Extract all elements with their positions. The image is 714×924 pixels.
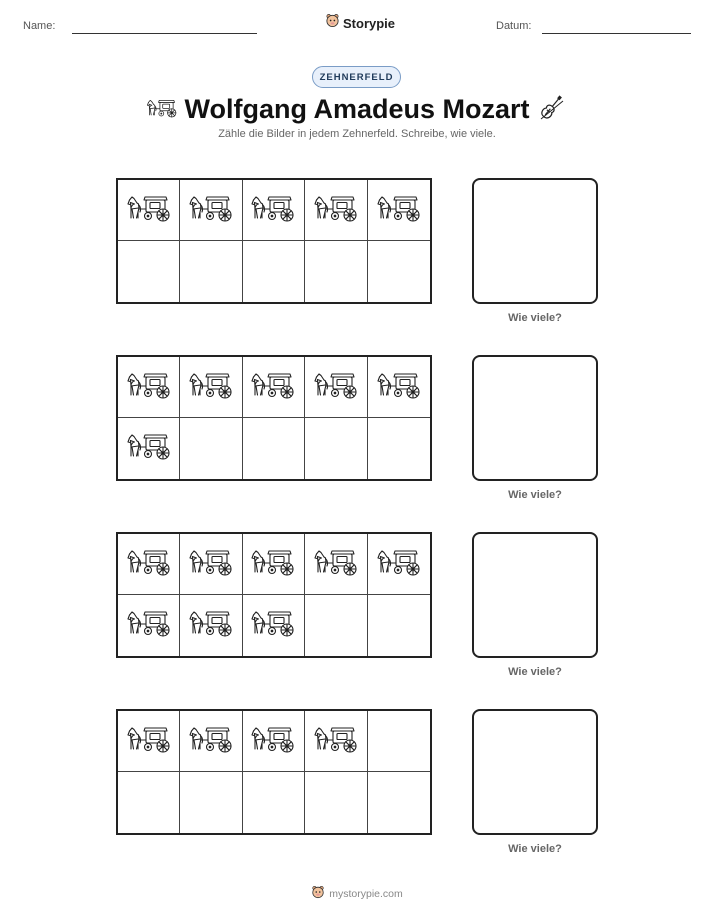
answer-label-4: Wie viele? <box>508 843 562 855</box>
answer-label-1: Wie viele? <box>508 312 562 324</box>
horse-carriage-icon <box>188 723 234 760</box>
ten-frame-3 <box>116 532 432 658</box>
name-label: Name: <box>23 20 56 32</box>
horse-carriage-icon <box>126 192 172 229</box>
ten-frame-cell <box>118 595 180 656</box>
ten-frame-cell <box>368 772 430 833</box>
ten-frame-cell <box>243 534 305 595</box>
horse-carriage-icon <box>126 607 172 644</box>
ten-frame-cell <box>180 241 242 302</box>
ten-frame-cell <box>305 418 367 479</box>
ten-frame-cell <box>305 772 367 833</box>
horse-carriage-icon <box>250 369 296 406</box>
ten-frame-cell <box>368 418 430 479</box>
ten-frame-cell <box>305 711 367 772</box>
horse-carriage-icon <box>126 546 172 583</box>
worksheet-type-badge: ZEHNERFELD <box>312 66 401 88</box>
answer-label-3: Wie viele? <box>508 666 562 678</box>
ten-frame-cell <box>305 241 367 302</box>
ten-frame-cell <box>243 595 305 656</box>
footer-url: mystorypie.com <box>329 887 403 900</box>
footer <box>0 885 714 902</box>
ten-frame-cell <box>243 357 305 418</box>
date-label: Datum: <box>496 20 532 32</box>
ten-frame-cell <box>305 357 367 418</box>
ten-frame-cell <box>118 711 180 772</box>
horse-carriage-icon <box>126 369 172 406</box>
ten-frame-cell <box>305 534 367 595</box>
horse-carriage-icon <box>250 192 296 229</box>
horse-carriage-icon <box>313 369 359 406</box>
ten-frame-4 <box>116 709 432 835</box>
answer-box-3[interactable] <box>472 532 598 658</box>
ten-frame-cell <box>368 711 430 772</box>
ten-frame-cell <box>118 418 180 479</box>
horse-carriage-icon <box>250 607 296 644</box>
storypie-mascot-icon <box>311 885 325 902</box>
ten-frame-cell <box>368 595 430 656</box>
storypie-mascot-icon <box>325 13 340 33</box>
ten-frame-cell <box>180 418 242 479</box>
violin-icon <box>535 92 567 129</box>
horse-carriage-icon <box>376 546 422 583</box>
horse-carriage-icon <box>188 607 234 644</box>
horse-carriage-icon <box>126 723 172 760</box>
ten-frame-cell <box>180 595 242 656</box>
ten-frame-cell <box>180 534 242 595</box>
ten-frame-cell <box>305 595 367 656</box>
ten-frame-cell <box>180 772 242 833</box>
horse-carriage-icon <box>250 723 296 760</box>
answer-box-4[interactable] <box>472 709 598 835</box>
name-line[interactable] <box>72 33 257 34</box>
ten-frame-cell <box>118 534 180 595</box>
horse-carriage-icon <box>313 192 359 229</box>
horse-carriage-icon <box>188 192 234 229</box>
answer-box-2[interactable] <box>472 355 598 481</box>
ten-frame-cell <box>243 772 305 833</box>
ten-frame-cell <box>118 180 180 241</box>
ten-frame-cell <box>180 711 242 772</box>
ten-frame-cell <box>368 241 430 302</box>
ten-frame-cell <box>243 241 305 302</box>
horse-carriage-icon <box>188 369 234 406</box>
ten-frame-cell <box>118 772 180 833</box>
horse-carriage-icon <box>188 546 234 583</box>
ten-frame-cell <box>180 180 242 241</box>
horse-carriage-icon <box>313 723 359 760</box>
ten-frame-cell <box>180 357 242 418</box>
ten-frame-cell <box>305 180 367 241</box>
ten-frame-2 <box>116 355 432 481</box>
date-line[interactable] <box>542 33 691 34</box>
title-row <box>0 91 714 127</box>
ten-frame-cell <box>243 711 305 772</box>
ten-frame-cell <box>368 357 430 418</box>
ten-frame-cell <box>368 180 430 241</box>
brand-name: Storypie <box>343 15 396 31</box>
answer-box-1[interactable] <box>472 178 598 304</box>
horse-carriage-icon <box>313 546 359 583</box>
horse-carriage-icon <box>126 430 172 467</box>
horse-carriage-icon <box>376 192 422 229</box>
ten-frame-cell <box>368 534 430 595</box>
ten-frame-1 <box>116 178 432 304</box>
brand-logo <box>325 13 395 33</box>
horse-carriage-icon <box>250 546 296 583</box>
ten-frame-cell <box>243 418 305 479</box>
page-title: Wolfgang Amadeus Mozart <box>184 94 530 124</box>
ten-frame-cell <box>118 357 180 418</box>
answer-label-2: Wie viele? <box>508 489 562 501</box>
horse-carriage-icon <box>376 369 422 406</box>
ten-frame-cell <box>118 241 180 302</box>
instructions: Zähle die Bilder in jedem Zehnerfeld. Schreibe, wie viele. <box>218 128 496 140</box>
ten-frame-cell <box>243 180 305 241</box>
